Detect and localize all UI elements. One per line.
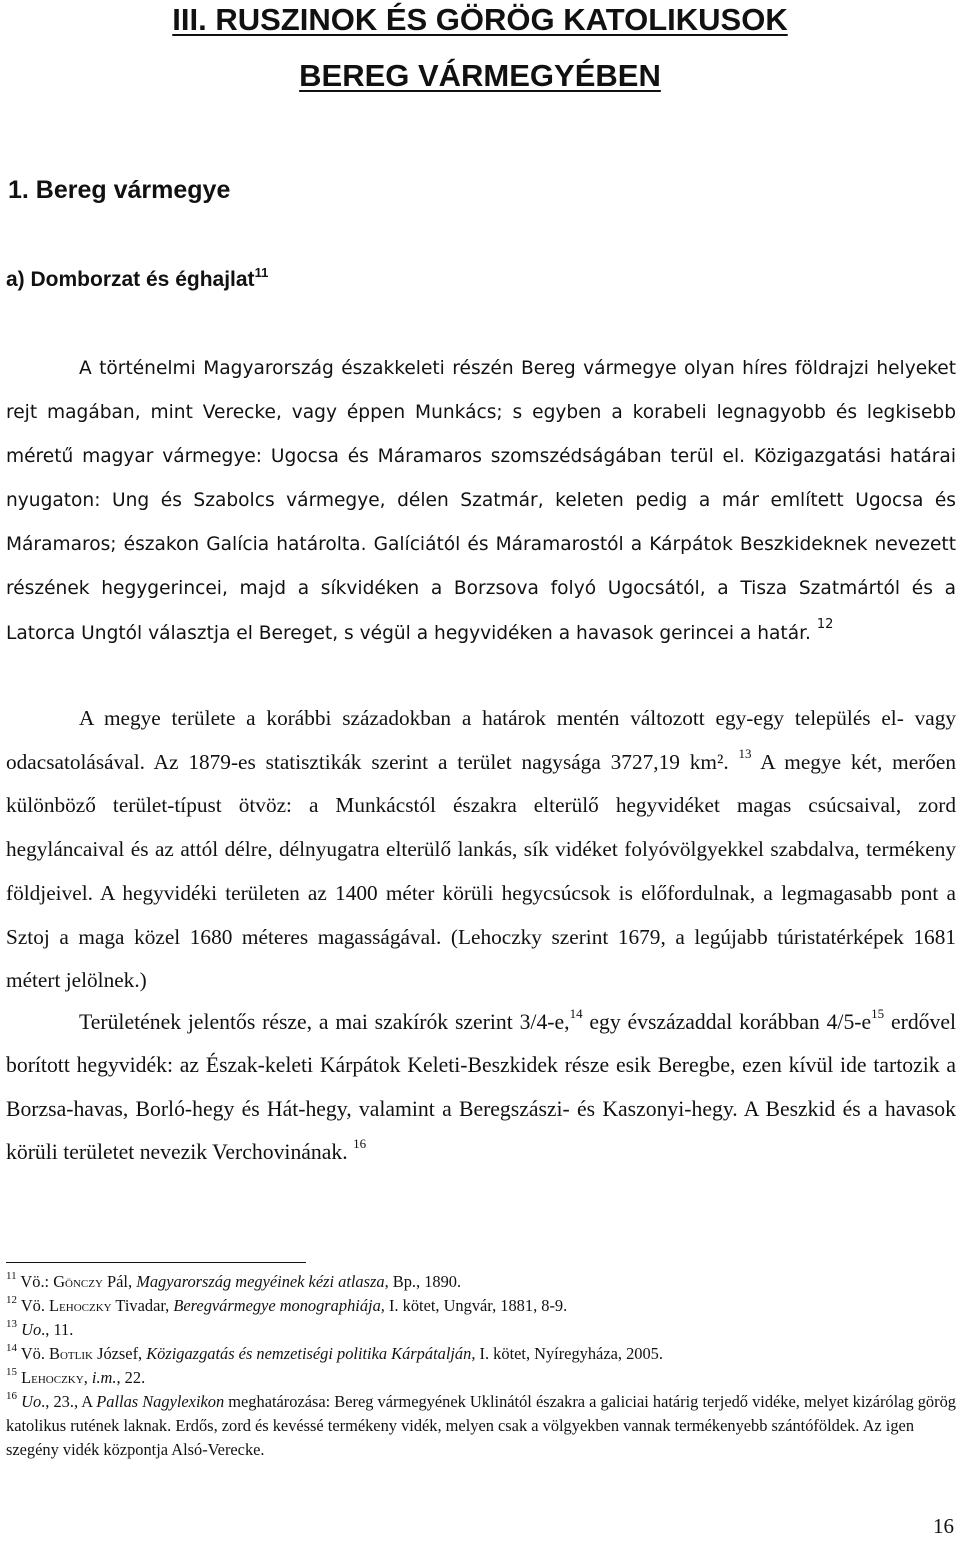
chapter-title-line-1: III. RUSZINOK ÉS GÖRÖG KATOLIKUSOK	[172, 2, 788, 37]
page-number: 16	[933, 1514, 954, 1538]
footnote-ref-11: 11	[254, 265, 269, 280]
footnote-number: 15	[6, 1366, 17, 1378]
paragraph-2-text-a: A megye területe a korábbi századokban a határok mentén változott egy-egy település el- vagy odacsatolásával. Az 1879-es statisztikák szerint a terület nagysága 3727,19 km².	[6, 706, 956, 774]
footnote-work-title: Uo	[21, 1320, 42, 1339]
paragraph-1-text: A történelmi Magyarország északkeleti részén Bereg vármegye olyan híres földrajzi helyeket rejt magában, mint Verecke, vagy éppen Munkács; s egyben a korabeli legnagyobb és legkisebb méretű magyar vármegye: Ugocsa és Máramaros szomszédságában terül el. Közigazgatási határai nyugaton: Ung és Szabolcs vármegye, délen Szatmár, keleten pedig a már említett Ugocsa és Máramaros; északon Galícia határolta. Galíciától és Máramarostól a Kárpátok Beszkideknek nevezett részének hegygerincei, majd a síkvidéken a Borzsova folyó Ugocsától, a Tisza Szatmártól és a Latorca Ungtól választja el Bereget, s végül a hegyvidéken a havasok gerincei a határ.	[6, 358, 956, 644]
paragraph-3-text-c: erdővel borított hegyvidék: az Észak-keleti Kárpátok Keleti-Beszkidek része esik Beregbe, ezen kívül ide tartozik a Borzsa-havas, Borló-hegy és Hát-hegy, valamint a Beregszászi- és Kaszonyi-hegy. A Beszkid és a havasok körüli területet nevezik Verchovinának.	[6, 1010, 957, 1164]
footnote-author: Lehoczky	[49, 1296, 112, 1315]
footnote-text: ., 23., A	[41, 1392, 97, 1411]
footnotes	[6, 1270, 956, 1462]
footnote-work-title: Pallas Nagylexikon	[96, 1392, 225, 1411]
footnote-text: József,	[92, 1344, 147, 1363]
footnote-14	[6, 1342, 956, 1366]
footnote-author: Gönczy	[53, 1272, 103, 1291]
footnote-15	[6, 1366, 956, 1390]
footnote-work-title: Magyarország megyéinek kézi atlasza	[136, 1272, 385, 1291]
paragraph-3	[6, 1001, 956, 1174]
footnote-ref-14: 14	[569, 1006, 583, 1021]
chapter-title-line-2: BEREG VÁRMEGYÉBEN	[299, 58, 661, 93]
footnote-text: I. kötet, Nyíregyháza, 2005.	[475, 1344, 663, 1363]
footnote-work-title: Uo	[21, 1392, 42, 1411]
section-heading: 1. Bereg vármegye	[8, 176, 231, 204]
footnote-text: , Bp., 1890.	[384, 1272, 462, 1291]
footnote-text: Vö.	[20, 1296, 50, 1315]
paragraph-3-text-b: egy évszázaddal korábban 4/5-e	[582, 1010, 872, 1034]
paragraph-2	[6, 697, 956, 1003]
footnote-separator	[6, 1262, 306, 1263]
footnote-ref-13: 13	[738, 745, 752, 761]
footnote-number: 16	[6, 1390, 17, 1402]
footnote-number: 11	[6, 1270, 17, 1282]
footnote-text: ,	[83, 1368, 92, 1387]
footnote-number: 12	[6, 1294, 17, 1306]
footnote-text: I. kötet, Ungvár, 1881, 8-9.	[384, 1296, 568, 1315]
footnote-ref-12: 12	[816, 616, 834, 632]
footnote-text: , 22.	[116, 1368, 146, 1387]
footnote-16	[6, 1390, 956, 1462]
footnote-text: meghatározása: Bereg vármegyének Uklinától északra a galiciai határig terjedő vidéke, melyet kizárólag görög katolikus rutének laknak. Erdős, zord és kevéssé termékeny vidék, melyen csak a völgyekben vannak termékenyebb szántóföldek. Az igen szegény vidék központja Alsó-Verecke.	[6, 1392, 956, 1459]
footnote-number: 14	[6, 1342, 17, 1354]
paragraph-2-text-b: A megye két, merően különböző terület-típust ötvöz: a Munkácstól északra elterülő hegyvidéket magas csúcsaival, zord hegyláncaival és az attól délre, délnyugatra elterülő lankás, sík vidéket folyóvölgyekkel szabdalva, termékeny földjeivel. A hegyvidéki területen az 1400 méter körüli hegycsúcsok is előfordulnak, a legmagasabb pont a Sztoj a maga közel 1680 méteres magasságával. (Lehoczky szerint 1679, a legújabb túristatérképek 1681 métert jelölnek.)	[6, 749, 956, 993]
footnote-text: Pál,	[102, 1272, 137, 1291]
footnote-number: 13	[6, 1318, 17, 1330]
footnote-13	[6, 1318, 956, 1342]
footnote-text: Vö.	[20, 1344, 50, 1363]
footnote-text: Vö.:	[20, 1272, 54, 1291]
paragraph-1	[6, 347, 956, 656]
footnote-work-title: i.m.	[91, 1368, 117, 1387]
footnote-work-title: Beregvármegye monographiája,	[173, 1296, 385, 1315]
footnote-ref-16: 16	[353, 1135, 367, 1151]
footnote-ref-15: 15	[871, 1006, 885, 1021]
footnote-11	[6, 1270, 956, 1294]
subsection-heading-text: a) Domborzat és éghajlat	[6, 268, 255, 291]
footnote-text: Tivadar,	[111, 1296, 174, 1315]
footnote-work-title: Közigazgatás és nemzetiségi politika Kárpátalján,	[146, 1344, 476, 1363]
footnote-text: ., 11.	[41, 1320, 74, 1339]
paragraph-3-text-a: Területének jelentős része, a mai szakírók szerint 3/4-e,	[79, 1010, 570, 1034]
footnote-author: Lehoczky	[21, 1368, 84, 1387]
footnote-12	[6, 1294, 956, 1318]
footnote-author: Botlik	[49, 1344, 93, 1363]
subsection-heading	[6, 265, 269, 292]
